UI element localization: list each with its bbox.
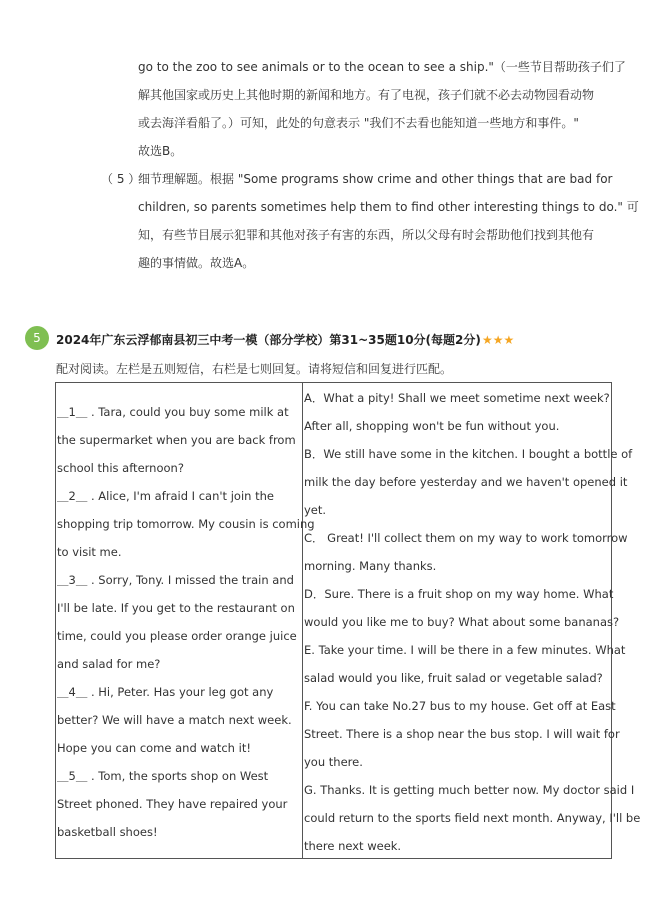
message-line: school this afternoon? (57, 461, 184, 475)
message-line: ＿2＿ . Alice, I'm afraid I can't join the (57, 489, 274, 503)
question-title: 2024年广东云浮郁南县初三中考一模（部分学校）第31~35题10分(每题2分) (56, 333, 481, 347)
table-column-divider (302, 382, 303, 859)
reply-line: salad would you like, fruit salad or vegetable salad? (304, 671, 603, 685)
message-line: Street phoned. They have repaired your (57, 797, 288, 811)
message-line: ＿5＿ . Tom, the sports shop on West (57, 769, 269, 783)
reply-line: After all, shopping won't be fun without you. (304, 419, 560, 433)
message-line: better? We will have a match next week. (57, 713, 292, 727)
item5-line: 细节理解题。根据 "Some programs show crime and other things that are bad for (138, 172, 613, 186)
reply-line: milk the day before yesterday and we haven't opened it (304, 475, 628, 489)
message-line: I'll be late. If you get to the restaurant on (57, 601, 295, 615)
explanation-line: 故选B。 (138, 144, 183, 158)
question-instruction: 配对阅读。左栏是五则短信，右栏是七则回复。请将短信和回复进行匹配。 (56, 362, 453, 376)
reply-line: A．What a pity! Shall we meet sometime next week? (304, 391, 610, 405)
reply-line: D．Sure. There is a fruit shop on my way home. What (304, 587, 614, 601)
reply-line: G. Thanks. It is getting much better now. My doctor said I (304, 783, 635, 797)
message-line: the supermarket when you are back from (57, 433, 296, 447)
reply-line: F. You can take No.27 bus to my house. Get off at East (304, 699, 616, 713)
explanation-line: 或去海洋看船了。）可知，此处的句意表示 "我们不去看也能知道一些地方和事件。" (138, 116, 579, 130)
reply-line: E. Take your time. I will be there in a few minutes. What (304, 643, 626, 657)
reply-line: would you like me to buy? What about some bananas? (304, 615, 620, 629)
reply-line: yet. (304, 503, 327, 517)
reply-line: C． Great! I'll collect them on my way to work tomorrow (304, 531, 628, 545)
reply-line: you there. (304, 755, 363, 769)
reply-line: there next week. (304, 839, 402, 853)
reply-line: could return to the sports field next month. Anyway, I'll be (304, 811, 641, 825)
explanation-line: go to the zoo to see animals or to the ocean to see a ship."（一些节目帮助孩子们了 (138, 60, 626, 74)
message-line: ＿3＿ . Sorry, Tony. I missed the train and (57, 573, 294, 587)
message-line: shopping trip tomorrow. My cousin is coming (57, 517, 315, 531)
reply-line: Street. There is a shop near the bus stop. I will wait for (304, 727, 620, 741)
explanation-line: 解其他国家或历史上其他时期的新闻和地方。有了电视，孩子们就不必去动物园看动物 (138, 88, 595, 102)
message-line: time, could you please order orange juice (57, 629, 297, 643)
question-number-badge: 5 (25, 326, 49, 350)
difficulty-stars: ★★★ (482, 333, 515, 347)
item-number: （ 5 ） (101, 172, 141, 186)
item5-line: 知，有些节目展示犯罪和其他对孩子有害的东西，所以父母有时会帮助他们找到其他有 (138, 228, 595, 242)
message-line: and salad for me? (57, 657, 161, 671)
item5-line: children, so parents sometimes help them to find other interesting things to do." 可 (138, 200, 639, 214)
message-line: ＿4＿ . Hi, Peter. Has your leg got any (57, 685, 274, 699)
reply-line: morning. Many thanks. (304, 559, 437, 573)
reply-line: B．We still have some in the kitchen. I bought a bottle of (304, 447, 633, 461)
item5-line: 趣的事情做。故选A。 (138, 256, 255, 270)
message-line: Hope you can come and watch it! (57, 741, 251, 755)
message-line: to visit me. (57, 545, 122, 559)
message-line: ＿1＿ . Tara, could you buy some milk at (57, 405, 289, 419)
message-line: basketball shoes! (57, 825, 158, 839)
